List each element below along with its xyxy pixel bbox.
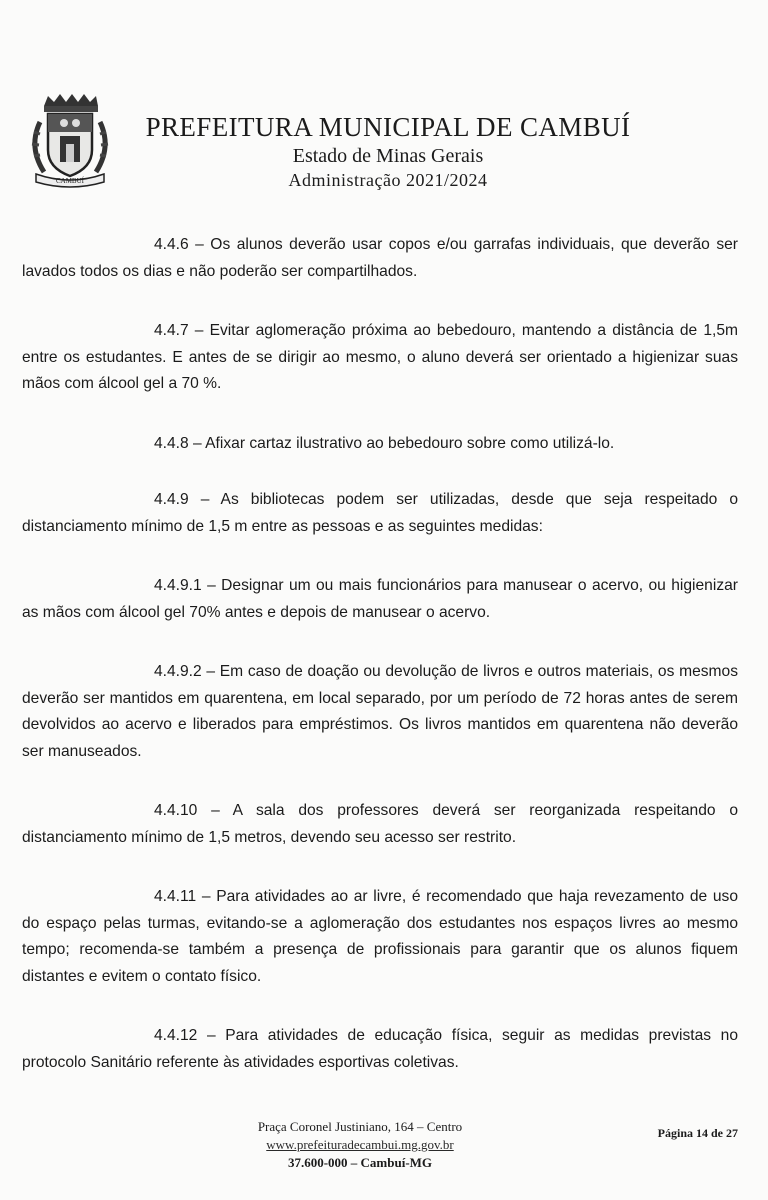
paragraph-4-4-10: 4.4.10 – A sala dos professores deverá ser reorganizada respeitando o distanciamento mínimo de 1,5 metros, devendo seu acesso ser restrito. [22, 802, 738, 846]
footer-website-link[interactable]: www.prefeituradecambui.mg.gov.br [266, 1137, 454, 1152]
page-footer [0, 1118, 768, 1178]
paragraph-4-4-9: 4.4.9 – As bibliotecas podem ser utilizadas, desde que seja respeitado o distanciamento mínimo de 1,5 m entre as pessoas e as seguintes medidas: [22, 491, 738, 535]
footer-address-block [200, 1118, 520, 1172]
document-title: PREFEITURA MUNICIPAL DE CAMBUÍ [145, 112, 631, 142]
letterhead-text [128, 110, 648, 192]
administration-label: Administração 2021/2024 [288, 170, 488, 190]
paragraph-4-4-11: 4.4.11 – Para atividades ao ar livre, é recomendado que haja revezamento de uso do espaço pelas turmas, evitando-se a aglomeração dos estudantes nos espaços livres ao mesmo tempo; recomenda-se também a presença de profissionais para garantir que os alunos fiquem distantes e evitem o contato físico. [22, 888, 738, 985]
paragraph-4-4-9-1: 4.4.9.1 – Designar um ou mais funcionários para manusear o acervo, ou higienizar as mãos com álcool gel 70% antes e depois de manusear o acervo. [22, 577, 738, 621]
paragraph-4-4-9-2: 4.4.9.2 – Em caso de doação ou devolução de livros e outros materiais, os mesmos deverão ser mantidos em quarentena, em local separado, por um período de 72 horas antes de serem devolvidos ao acervo e liberados para empréstimos. Os livros mantidos em quarentena não deverão ser manuseados. [22, 663, 738, 760]
document-subtitle: Estado de Minas Gerais [292, 145, 484, 167]
letterhead [0, 0, 768, 200]
municipal-crest-icon [22, 92, 118, 188]
footer-cep: 37.600-000 – Cambuí-MG [287, 1155, 433, 1170]
paragraph-4-4-8: 4.4.8 – Afixar cartaz ilustrativo ao bebedouro sobre como utilizá-lo. [154, 434, 615, 452]
paragraph-4-4-7: 4.4.7 – Evitar aglomeração próxima ao bebedouro, mantendo a distância de 1,5m entre os estudantes. E antes de se dirigir ao mesmo, o aluno deverá ser orientado a higienizar suas mãos com álcool gel a 70 %. [22, 322, 738, 392]
document-body [22, 232, 738, 1109]
page-number: Página 14 de 27 [657, 1126, 738, 1140]
paragraph-4-4-12: 4.4.12 – Para atividades de educação física, seguir as medidas previstas no protocolo Sanitário referente às atividades esportivas coletivas. [22, 1027, 738, 1071]
footer-address: Praça Coronel Justiniano, 164 – Centro [257, 1119, 463, 1134]
crest-banner-text: CAMBUÍ [55, 177, 85, 185]
paragraph-4-4-6: 4.4.6 – Os alunos deverão usar copos e/ou garrafas individuais, que deverão ser lavados todos os dias e não poderão ser compartilhados. [22, 236, 738, 280]
